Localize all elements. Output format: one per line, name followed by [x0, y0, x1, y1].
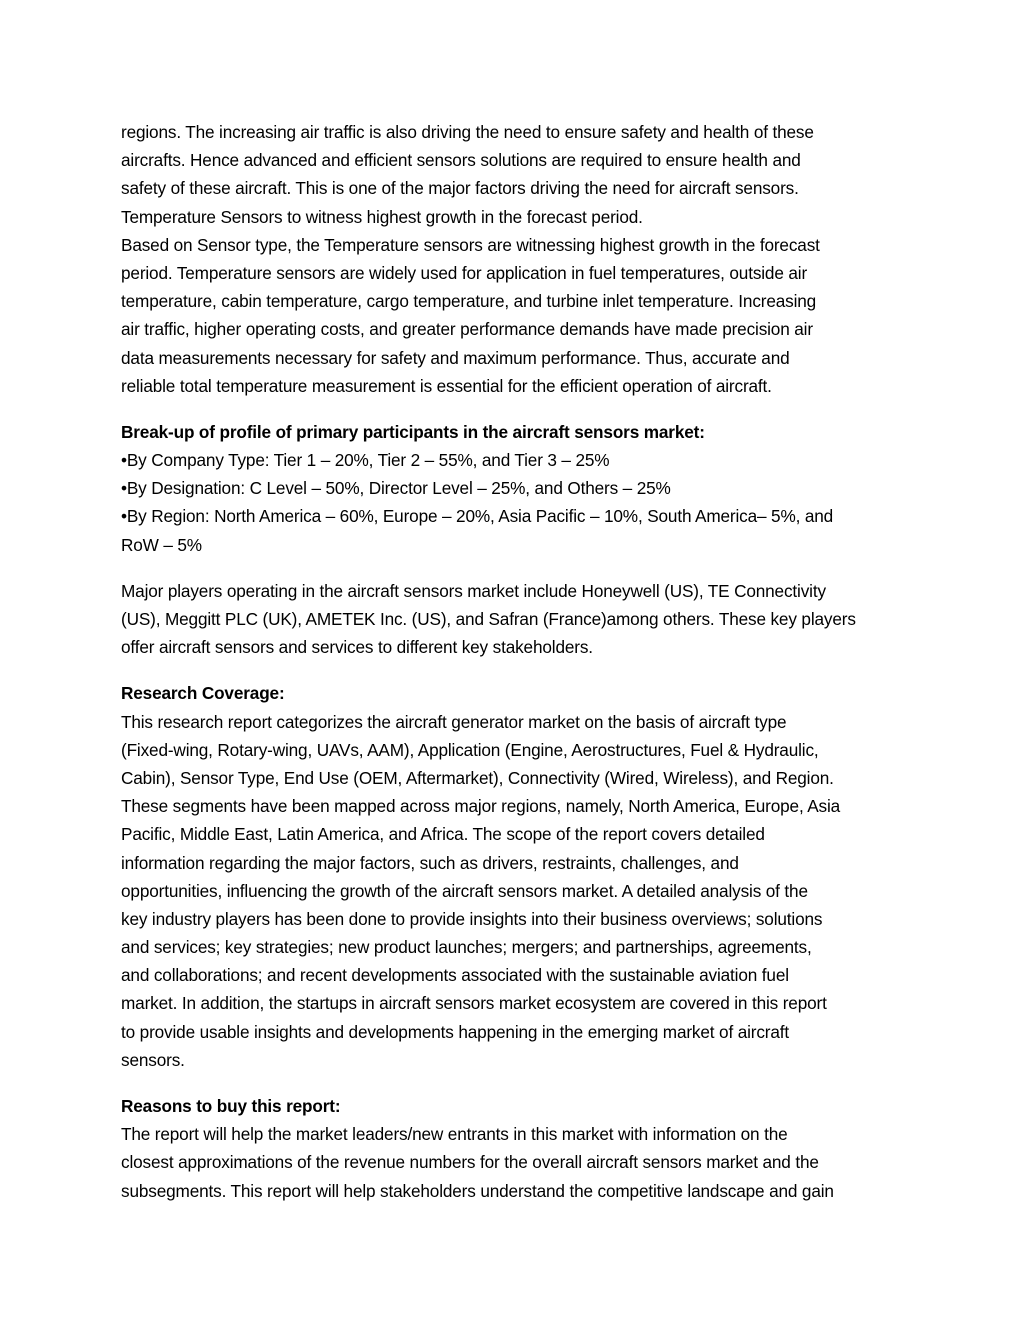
text-line: regions. The increasing air traffic is also driving the need to ensure safety and health of these — [121, 122, 814, 142]
text-line: (Fixed-wing, Rotary-wing, UAVs, AAM), Application (Engine, Aerostructures, Fuel & Hydraulic, — [121, 739, 819, 760]
paragraph-temperature-sensors — [121, 118, 911, 400]
text-line: safety of these aircraft. This is one of the major factors driving the need for aircraft sensors. — [121, 178, 799, 199]
breakup-item: •By Designation: C Level – 50%, Director Level – 25%, and Others – 25% — [121, 478, 671, 499]
text-line: (US), Meggitt PLC (UK), AMETEK Inc. (US), and Safran (France)among others. These key players — [121, 609, 856, 629]
breakup-item: RoW – 5% — [121, 534, 202, 555]
text-line: aircrafts. Hence advanced and efficient sensors solutions are required to ensure health and — [121, 150, 801, 171]
text-line: air traffic, higher operating costs, and greater performance demands have made precision air — [121, 319, 813, 340]
text-line: to provide usable insights and developments happening in the emerging market of aircraft — [121, 1021, 790, 1042]
document-body — [121, 118, 911, 1205]
text-line: reliable total temperature measurement is essential for the efficient operation of aircraft. — [121, 375, 772, 396]
text-line: subsegments. This report will help stakeholders understand the competitive landscape and gain — [121, 1180, 834, 1201]
text-line: sensors. — [121, 1049, 185, 1070]
text-line: The report will help the market leaders/new entrants in this market with information on the — [121, 1124, 788, 1145]
paragraph-gap — [121, 1074, 911, 1092]
text-line: and services; key strategies; new product launches; mergers; and partnerships, agreements, — [121, 937, 812, 958]
text-line: data measurements necessary for safety and maximum performance. Thus, accurate and — [121, 347, 790, 368]
text-line: closest approximations of the revenue numbers for the overall aircraft sensors market and the — [121, 1152, 819, 1173]
text-line: Pacific, Middle East, Latin America, and Africa. The scope of the report covers detailed — [121, 824, 765, 845]
breakup-item: •By Region: North America – 60%, Europe – 20%, Asia Pacific – 10%, South America– 5%, and — [121, 506, 834, 527]
text-line: Based on Sensor type, the Temperature sensors are witnessing highest growth in the forecast — [121, 234, 820, 255]
text-line: period. Temperature sensors are widely used for application in fuel temperatures, outside air — [121, 262, 808, 283]
text-line: key industry players has been done to provide insights into their business overviews; solutions — [121, 908, 823, 929]
text-line: This research report categorizes the aircraft generator market on the basis of aircraft type — [121, 711, 787, 732]
breakup-heading: Break-up of profile of primary participants in the aircraft sensors market: — [121, 421, 705, 442]
text-line: These segments have been mapped across major regions, namely, North America, Europe, Asia — [121, 796, 841, 817]
research-coverage-heading: Research Coverage: — [121, 683, 285, 704]
reasons-to-buy-heading: Reasons to buy this report: — [121, 1096, 341, 1116]
text-line: Cabin), Sensor Type, End Use (OEM, Aftermarket), Connectivity (Wired, Wireless), and Region. — [121, 767, 834, 788]
section-research-coverage — [121, 679, 911, 1074]
text-line: Temperature Sensors to witness highest growth in the forecast period. — [121, 206, 643, 227]
text-line: opportunities, influencing the growth of the aircraft sensors market. A detailed analysis of the — [121, 880, 808, 901]
paragraph-gap — [121, 400, 911, 418]
section-reasons-to-buy — [121, 1092, 911, 1205]
text-line: information regarding the major factors, such as drivers, restraints, challenges, and — [121, 852, 739, 873]
section-breakup — [121, 418, 911, 559]
paragraph-major-players — [121, 577, 911, 662]
text-line: offer aircraft sensors and services to different key stakeholders. — [121, 637, 593, 658]
paragraph-gap — [121, 559, 911, 577]
text-line: market. In addition, the startups in aircraft sensors market ecosystem are covered in this report — [121, 993, 827, 1014]
text-line: Major players operating in the aircraft sensors market include Honeywell (US), TE Connectivity — [121, 580, 826, 601]
breakup-item: •By Company Type: Tier 1 – 20%, Tier 2 – 55%, and Tier 3 – 25% — [121, 450, 610, 471]
text-line: temperature, cabin temperature, cargo temperature, and turbine inlet temperature. Increasing — [121, 291, 817, 312]
text-line: and collaborations; and recent developments associated with the sustainable aviation fuel — [121, 965, 789, 986]
paragraph-gap — [121, 661, 911, 679]
